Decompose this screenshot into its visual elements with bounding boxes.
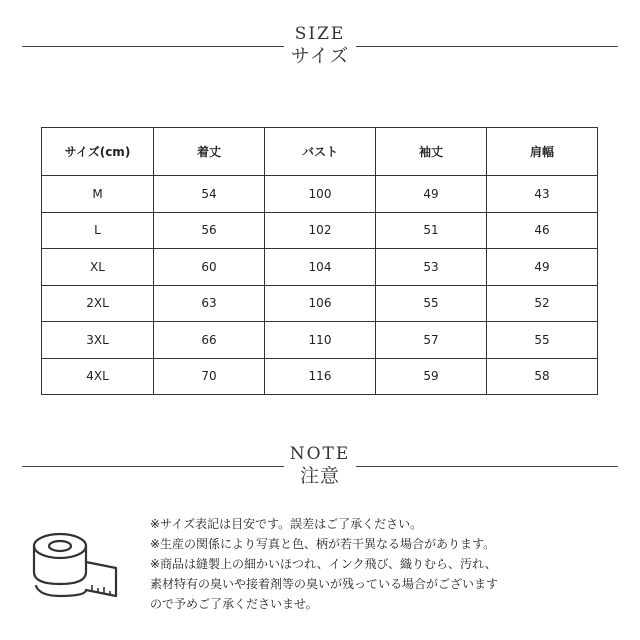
note-section-header — [0, 444, 640, 488]
table-cell: 49 — [376, 176, 487, 213]
note-line: ※サイズ表記は目安です。誤差はご了承ください。 — [150, 517, 423, 531]
header-bust: バスト — [265, 128, 376, 176]
table-cell: 52 — [487, 285, 598, 322]
table-cell: 70 — [154, 358, 265, 395]
table-cell: 104 — [265, 249, 376, 286]
table-cell: XL — [42, 249, 154, 286]
note-title-en: NOTE — [289, 444, 351, 464]
table-cell: M — [42, 176, 154, 213]
size-title-ja: サイズ — [290, 45, 350, 67]
note-title-ja: 注意 — [299, 465, 340, 487]
size-title-en: SIZE — [294, 24, 346, 44]
header-shoulder: 肩幅 — [487, 128, 598, 176]
divider-right — [356, 46, 618, 47]
table-row — [42, 176, 598, 213]
table-cell: 58 — [487, 358, 598, 395]
note-line: ※商品は縫製上の細かいほつれ、インク飛び、織りむら、汚れ、 — [150, 557, 497, 571]
table-cell: 116 — [265, 358, 376, 395]
table-cell: 55 — [376, 285, 487, 322]
table-cell: 59 — [376, 358, 487, 395]
table-header-row — [42, 128, 598, 176]
table-cell: 55 — [487, 322, 598, 359]
table-cell: 51 — [376, 212, 487, 249]
header-size: サイズ(cm) — [42, 128, 154, 176]
size-table — [41, 127, 598, 395]
table-cell: 2XL — [42, 285, 154, 322]
table-cell: 49 — [487, 249, 598, 286]
notes-block — [150, 514, 630, 614]
table-cell: 57 — [376, 322, 487, 359]
header-sleeve: 袖丈 — [376, 128, 487, 176]
table-row — [42, 285, 598, 322]
note-line: 素材特有の臭いや接着剤等の臭いが残っている場合がございます — [150, 577, 499, 591]
measuring-tape-icon — [28, 522, 120, 604]
header-length: 着丈 — [154, 128, 265, 176]
table-cell: 43 — [487, 176, 598, 213]
table-cell: L — [42, 212, 154, 249]
divider-left — [22, 466, 284, 467]
divider-left — [22, 46, 284, 47]
table-cell: 110 — [265, 322, 376, 359]
table-cell: 66 — [154, 322, 265, 359]
table-cell: 63 — [154, 285, 265, 322]
table-cell: 53 — [376, 249, 487, 286]
table-cell: 54 — [154, 176, 265, 213]
table-cell: 100 — [265, 176, 376, 213]
note-line: ※生産の関係により写真と色、柄が若干異なる場合があります。 — [150, 537, 496, 551]
table-cell: 60 — [154, 249, 265, 286]
table-cell: 4XL — [42, 358, 154, 395]
table-cell: 102 — [265, 212, 376, 249]
table-row — [42, 212, 598, 249]
table-row — [42, 322, 598, 359]
table-cell: 106 — [265, 285, 376, 322]
note-line: ので予めご了承くださいませ。 — [150, 597, 318, 611]
size-section-header — [0, 24, 640, 68]
table-cell: 46 — [487, 212, 598, 249]
divider-right — [356, 466, 618, 467]
table-cell: 56 — [154, 212, 265, 249]
table-row — [42, 358, 598, 395]
table-row — [42, 249, 598, 286]
table-cell: 3XL — [42, 322, 154, 359]
